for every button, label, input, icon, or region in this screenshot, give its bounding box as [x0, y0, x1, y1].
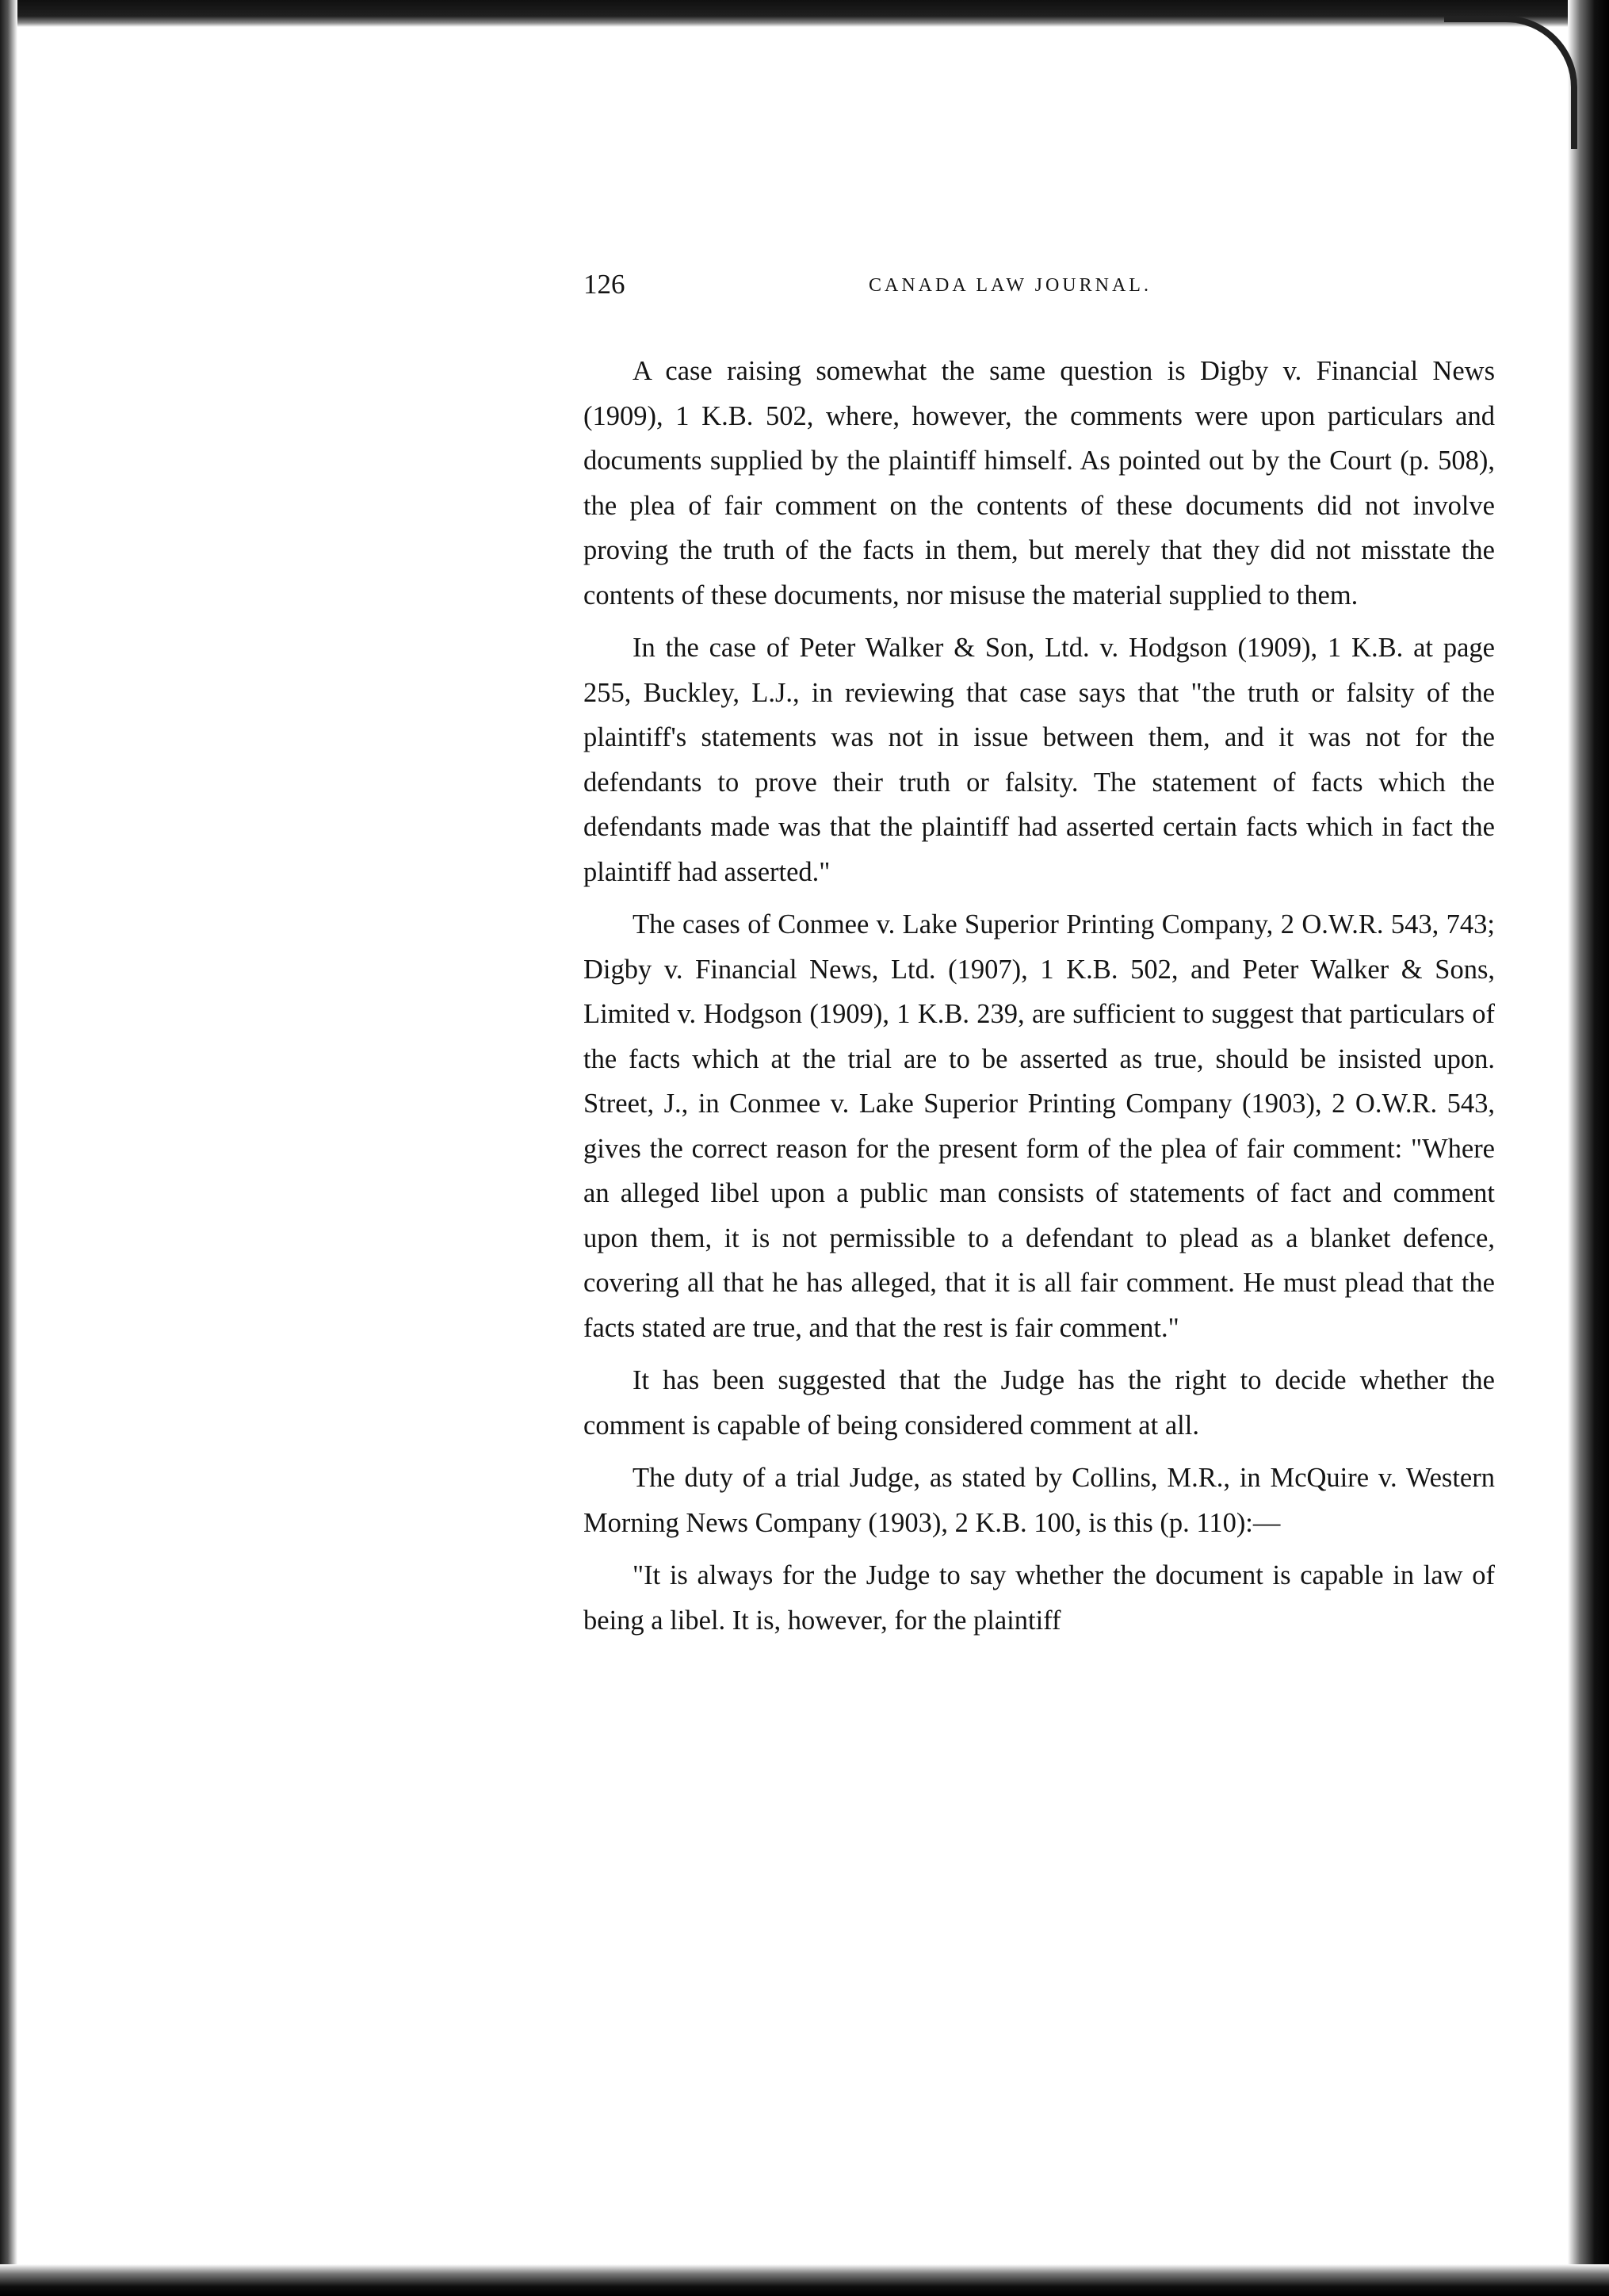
paragraph: It has been suggested that the Judge has the right to decide whether the comment is capable of being considered comment at all. — [583, 1365, 1495, 1441]
page-corner-edge — [1444, 16, 1577, 149]
paragraph: The duty of a trial Judge, as stated by Collins, M.R., in McQuire v. Western Morning News Company (1903), 2 K.B. 100, is this (p. 110):— — [583, 1463, 1495, 1538]
journal-title: CANADA LAW JOURNAL. — [869, 275, 1152, 296]
scan-border-right — [1568, 0, 1609, 2296]
running-head — [583, 265, 1495, 304]
scan-border-bottom — [0, 2264, 1609, 2296]
body-text — [583, 349, 1495, 1651]
paragraph: In the case of Peter Walker & Son, Ltd. v. Hodgson (1909), 1 K.B. at page 255, Buckley, L.J., in reviewing that case says that "the truth or falsity of the plaintiff's statements was not in issue between them, and it was not for the defendants to prove their truth or falsity. The statement of facts which the defendants made was that the plaintiff had asserted certain facts which in fact the plaintiff had asserted." — [583, 633, 1495, 887]
paragraph: A case raising somewhat the same question is Digby v. Financial News (1909), 1 K.B. 502, where, however, the comments were upon particulars and documents supplied by the plaintiff himself. As pointed out by the Court (p. 508), the plea of fair comment on the contents of these documents did not involve proving the truth of the facts in them, but merely that they did not misstate the contents of these documents, nor misuse the material supplied to them. — [583, 356, 1495, 610]
scan-border-top — [0, 0, 1609, 27]
scan-border-left — [0, 0, 17, 2296]
page-number: 126 — [583, 269, 625, 300]
paragraph: The cases of Conmee v. Lake Superior Printing Company, 2 O.W.R. 543, 743; Digby v. Financial News, Ltd. (1907), 1 K.B. 502, and Peter Walker & Sons, Limited v. Hodgson (1909), 1 K.B. 239, are sufficient to suggest that particulars of the facts which at the trial are to be asserted as true, should be insisted upon. Street, J., in Conmee v. Lake Superior Printing Company (1903), 2 O.W.R. 543, gives the correct reason for the present form of the plea of fair comment: "Where an alleged libel upon a public man consists of statements of fact and comment upon them, it is not permissible to a defendant to plead as a blanket defence, covering all that he has alleged, that it is all fair comment. He must plead that the facts stated are true, and that the rest is fair comment." — [583, 909, 1495, 1343]
paragraph: "It is always for the Judge to say whether the document is capable in law of being a libel. It is, however, for the plaintiff — [583, 1560, 1495, 1636]
